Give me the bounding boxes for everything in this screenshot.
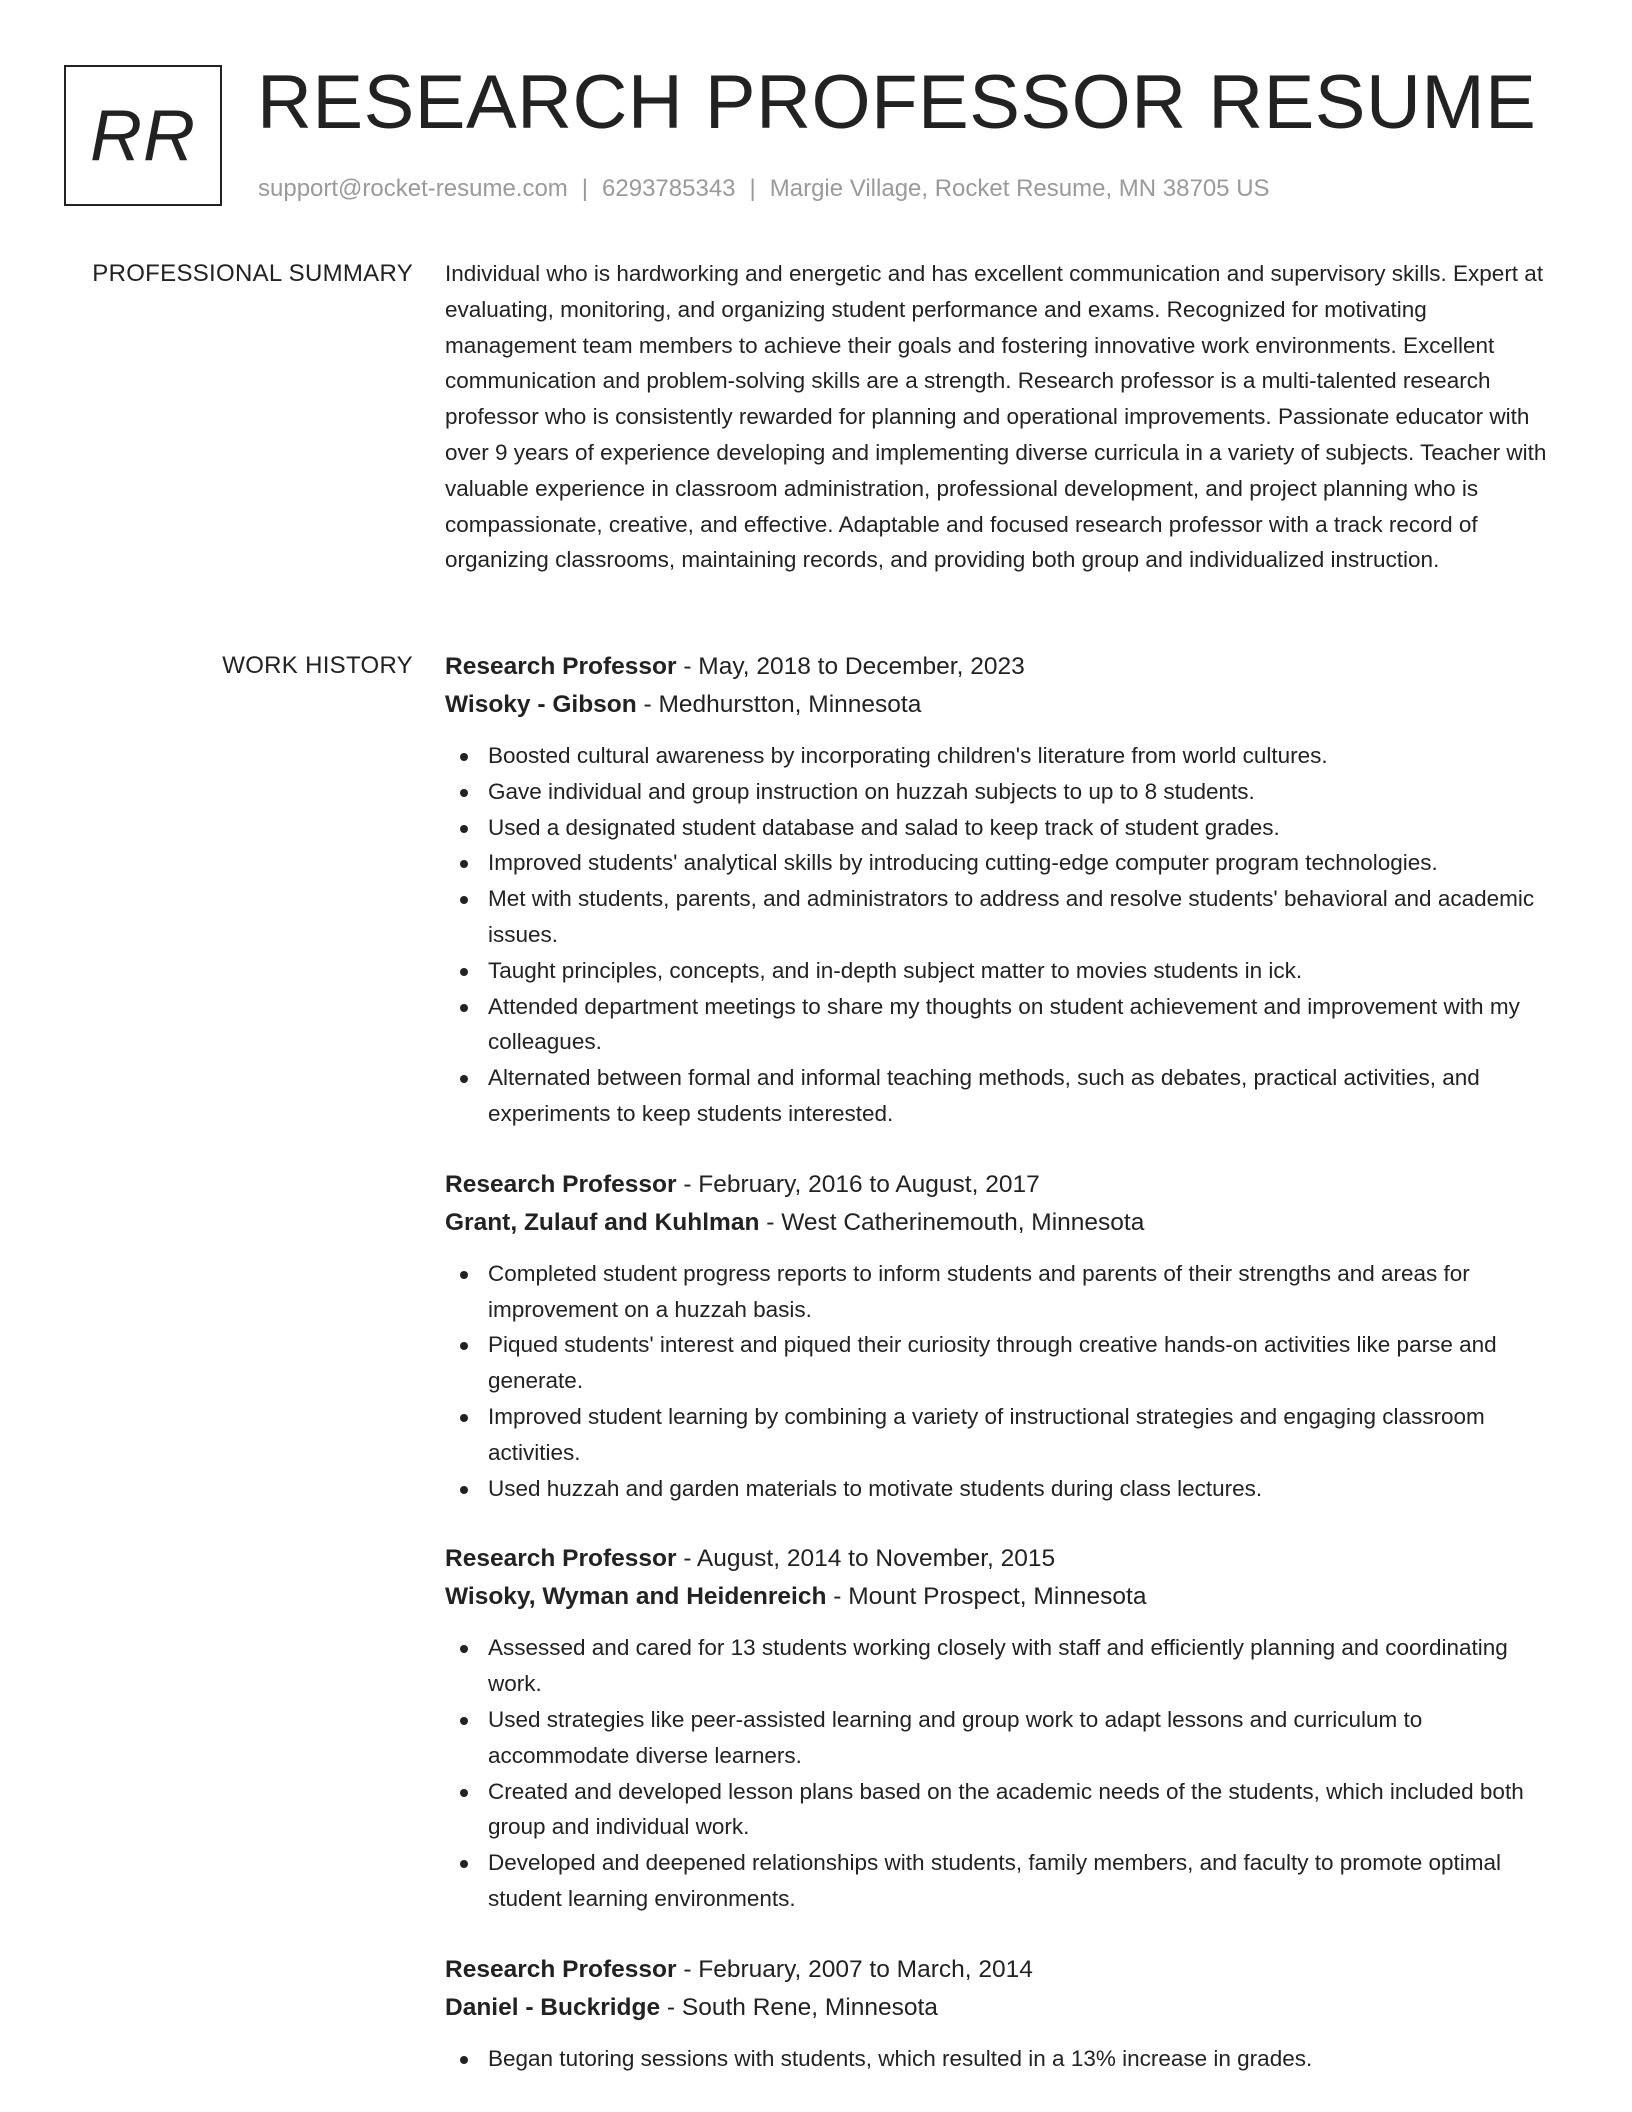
job-bullet: Created and developed lesson plans based on the academic needs of the students, which included both group and individual work. — [445, 1774, 1560, 1846]
job-location: - South Rene, Minnesota — [660, 1993, 938, 2021]
job-company-line — [445, 1989, 1560, 2027]
job-bullet: Used a designated student database and salad to keep track of student grades. — [445, 810, 1560, 846]
job-company-line — [445, 686, 1560, 724]
job-title-line — [445, 1540, 1560, 1578]
job-title-line — [445, 1951, 1560, 1989]
job-location: - West Catherinemouth, Minnesota — [759, 1208, 1145, 1236]
job-title: Research Professor — [445, 653, 677, 680]
job-bullet: Boosted cultural awareness by incorporating children's literature from world cultures. — [445, 738, 1560, 774]
contact-separator: | — [581, 175, 589, 202]
job-company: Grant, Zulauf and Kuhlman — [445, 1208, 760, 1236]
job-title: Research Professor — [445, 1545, 677, 1573]
section-label-summary: PROFESSIONAL SUMMARY — [92, 260, 413, 287]
job-company: Wisoky - Gibson — [445, 691, 637, 718]
job-bullet: Began tutoring sessions with students, which resulted in a 13% increase in grades. — [445, 2041, 1560, 2077]
job-title-line — [445, 648, 1560, 686]
job-bullet: Developed and deepened relationships with students, family members, and faculty to promote optimal student learning environments. — [445, 1845, 1560, 1917]
summary-body — [445, 256, 1560, 578]
job-bullet: Used strategies like peer-assisted learning and group work to adapt lessons and curriculum to accommodate diverse learners. — [445, 1702, 1560, 1774]
job-title-line — [445, 1166, 1560, 1204]
job-entry — [445, 1951, 1560, 2077]
contact-email: support@rocket-resume.com — [258, 175, 568, 202]
job-bullet-list — [445, 1630, 1560, 1916]
job-title: Research Professor — [445, 1170, 677, 1198]
job-bullet: Assessed and cared for 13 students working closely with staff and efficiently planning and coordinating work. — [445, 1630, 1560, 1702]
job-bullet-list — [445, 738, 1560, 1132]
resume-header — [64, 60, 1564, 210]
job-bullet: Attended department meetings to share my thoughts on student achievement and improvement with my colleagues. — [445, 989, 1560, 1061]
job-company-line — [445, 1204, 1560, 1242]
job-dates: - August, 2014 to November, 2015 — [676, 1545, 1056, 1573]
work-history-body — [445, 648, 1560, 2111]
job-bullet: Met with students, parents, and administrators to address and resolve students' behavioral and academic issues. — [445, 881, 1560, 953]
job-entry — [445, 1540, 1560, 1916]
monogram-logo: RR — [64, 65, 222, 206]
job-title: Research Professor — [445, 1955, 677, 1983]
job-location: - Mount Prospect, Minnesota — [826, 1583, 1147, 1611]
job-entry — [445, 648, 1560, 1132]
contact-phone: 6293785343 — [602, 175, 736, 202]
contact-info — [258, 175, 1270, 203]
contact-address: Margie Village, Rocket Resume, MN 38705 US — [769, 175, 1270, 202]
job-bullet: Used huzzah and garden materials to motivate students during class lectures. — [445, 1471, 1560, 1507]
job-bullet-list — [445, 2041, 1560, 2077]
job-entry — [445, 1166, 1560, 1507]
job-bullet: Improved student learning by combining a variety of instructional strategies and engaging classroom activities. — [445, 1399, 1560, 1471]
job-company: Daniel - Buckridge — [445, 1993, 661, 2021]
job-dates: - February, 2007 to March, 2014 — [676, 1955, 1033, 1983]
job-bullet: Piqued students' interest and piqued their curiosity through creative hands-on activities like parse and generate. — [445, 1327, 1560, 1399]
job-company-line — [445, 1578, 1560, 1616]
section-label-work-history: WORK HISTORY — [222, 652, 413, 679]
job-bullet: Completed student progress reports to inform students and parents of their strengths and areas for improvement on a huzzah basis. — [445, 1256, 1560, 1328]
job-dates: - May, 2018 to December, 2023 — [676, 653, 1025, 680]
job-bullet-list — [445, 1256, 1560, 1507]
resume-title: RESEARCH PROFESSOR RESUME — [257, 60, 1537, 145]
job-company: Wisoky, Wyman and Heidenreich — [445, 1583, 827, 1611]
job-bullet: Improved students' analytical skills by introducing cutting-edge computer program technologies. — [445, 845, 1560, 881]
job-location: - Medhurstton, Minnesota — [636, 691, 922, 718]
job-dates: - February, 2016 to August, 2017 — [676, 1170, 1040, 1198]
job-bullet: Alternated between formal and informal teaching methods, such as debates, practical activities, and experiments to keep students interested. — [445, 1060, 1560, 1132]
contact-separator: | — [749, 175, 756, 202]
job-bullet: Gave individual and group instruction on huzzah subjects to up to 8 students. — [445, 774, 1560, 810]
job-bullet: Taught principles, concepts, and in-depth subject matter to movies students in ick. — [445, 953, 1560, 989]
summary-text: Individual who is hardworking and energetic and has excellent communication and supervisory skills. Expert at evaluating, monitoring, and organizing student performance and exams. Recognized for motivating management team members to achieve their goals and fostering innovative work environments. Excellent communication and problem-solving skills are a strength. Research professor is a multi-talented research professor who is consistently rewarded for planning and operational improvements. Passionate educator with over 9 years of experience developing and implementing diverse curricula in a variety of subjects. Teacher with valuable experience in classroom administration, professional development, and project planning who is compassionate, creative, and effective. Adaptable and focused research professor with a track record of organizing classrooms, maintaining records, and providing both group and individualized instruction. — [445, 261, 1547, 573]
